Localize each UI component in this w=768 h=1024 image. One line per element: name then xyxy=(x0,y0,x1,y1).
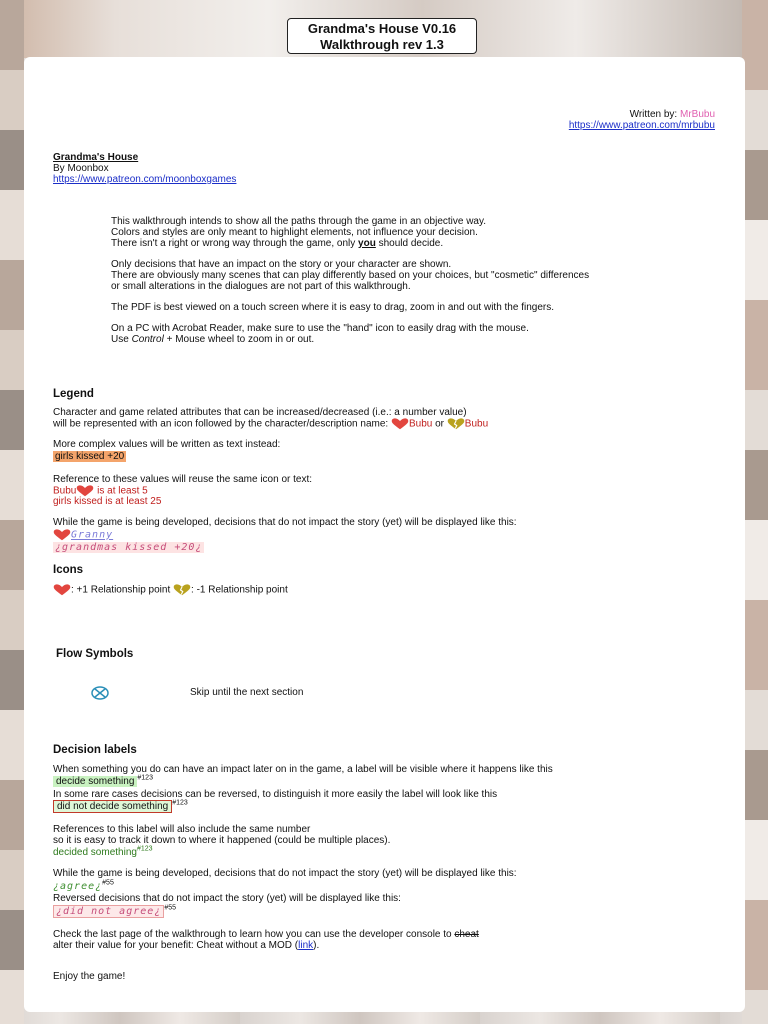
intro-line: There isn't a right or wrong way through the game, only you should decide. xyxy=(111,238,444,249)
heart-icon xyxy=(53,529,71,541)
control-key-text: Control xyxy=(131,334,164,345)
document-title-box xyxy=(287,18,477,54)
dev-decision-example: ¿agree¿$^{\#55}$ xyxy=(53,879,114,892)
game-by: By Moonbox xyxy=(53,163,109,174)
bubu-label-negative: Bubu xyxy=(464,418,489,430)
document-page xyxy=(24,57,745,1012)
legend-line: More complex values will be written as text instead: xyxy=(53,439,281,450)
cheat-link[interactable]: link xyxy=(298,940,314,951)
intro-line: There are obviously many scenes that can play differently based on your choices, but "cosmetic" differences xyxy=(111,270,590,281)
intro-line: The PDF is best viewed on a touch screen where it is easy to drag, zoom in and out with the fingers. xyxy=(111,302,555,313)
game-url-link[interactable]: https://www.patreon.com/moonboxgames xyxy=(53,174,237,185)
heart-icon xyxy=(53,584,71,596)
intro-line: Only decisions that have an impact on the story or your character are shown. xyxy=(111,259,452,270)
intro-line: On a PC with Acrobat Reader, make sure to use the "hand" icon to easily drag with the mouse. xyxy=(111,323,529,334)
reversed-label-example: did not decide something $^{\#123}$ xyxy=(53,801,188,812)
background-photo-strip-right xyxy=(742,0,768,1024)
legend-line: While the game is being developed, decisions that do not impact the story (yet) will be displayed like this: xyxy=(53,517,517,528)
bubu-label: Bubu xyxy=(408,418,433,430)
author-url-link[interactable]: https://www.patreon.com/mrbubu xyxy=(568,120,715,131)
skip-section-text: Skip until the next section xyxy=(190,687,304,698)
reference-label-example: decided something$^{\#123}$ xyxy=(53,845,153,858)
author-name: MrBubu xyxy=(679,109,715,120)
game-name: Grandma's House xyxy=(53,152,139,163)
decision-line: so it is easy to track it down to where it happened (could be multiple places). xyxy=(53,835,391,846)
written-by-label: Written by: xyxy=(629,109,680,120)
intro-line: This walkthrough intends to show all the paths through the game in an objective way. xyxy=(111,216,487,227)
title-line-2: Walkthrough rev 1.3 xyxy=(320,37,444,52)
author-credit xyxy=(630,109,715,120)
decision-labels-heading: Decision labels xyxy=(53,744,137,756)
legend-line: Character and game related attributes that can be increased/decreased (i.e.: a number value) xyxy=(53,407,467,418)
icons-heading: Icons xyxy=(53,564,84,576)
legend-example xyxy=(53,451,126,462)
cheat-strikethrough: cheat xyxy=(454,929,479,940)
legend-heading: Legend xyxy=(53,388,94,400)
intro-line: or small alterations in the dialogues are not part of this walkthrough. xyxy=(111,281,411,292)
emphasis-you: you xyxy=(358,238,376,249)
reference-bubu: Bubu is at least 5 xyxy=(53,485,148,497)
decision-label-example: decide something $^{\#123}$ xyxy=(53,776,153,787)
cheat-line: Check the last page of the walkthrough to learn how you can use the developer console to cheat xyxy=(53,929,479,940)
broken-heart-icon xyxy=(447,418,465,430)
dev-granny: Granny xyxy=(53,529,113,541)
title-line-1: Grandma's House V0.16 xyxy=(307,21,457,36)
dev-grandmas-kissed: ¿grandmas kissed +20¿ xyxy=(55,542,203,553)
decision-line: References to this label will also include the same number xyxy=(53,824,311,835)
dev-reversed-decision-example: ¿did not agree¿ $^{\#55}$ xyxy=(53,906,176,917)
intro-line: Colors and styles are only meant to highlight elements, not influence your decision. xyxy=(111,227,478,238)
cheat-line: alter their value for your benefit: Cheat without a MOD (link). xyxy=(53,940,320,951)
broken-heart-icon xyxy=(173,584,191,596)
decision-line: When something you do can have an impact later on in the game, a label will be visible where it happens like this xyxy=(53,764,553,775)
heart-icon xyxy=(391,418,409,430)
legend-line: Reference to these values will reuse the same icon or text: xyxy=(53,474,313,485)
icons-legend: : +1 Relationship point : -1 Relationship point xyxy=(53,584,288,596)
flow-symbols-heading: Flow Symbols xyxy=(56,648,134,660)
skip-section-icon xyxy=(91,686,109,700)
legend-line: will be represented with an icon followed by the character/description name: Bubu or Bubu xyxy=(53,418,489,430)
reference-girls-kissed: girls kissed is at least 25 xyxy=(53,496,162,507)
enjoy-the-game: Enjoy the game! xyxy=(53,971,126,982)
background-photo-strip-left xyxy=(0,0,24,1024)
decision-line: While the game is being developed, decisions that do not impact the story (yet) will be displayed like this: xyxy=(53,868,517,879)
decision-line: In some rare cases decisions can be reversed, to distinguish it more easily the label will look like this xyxy=(53,789,498,800)
decision-line: Reversed decisions that do not impact the story (yet) will be displayed like this: xyxy=(53,893,401,904)
girls-kissed-example: girls kissed +20 xyxy=(55,451,125,462)
intro-line: Use Control + Mouse wheel to zoom in or out. xyxy=(111,334,315,345)
